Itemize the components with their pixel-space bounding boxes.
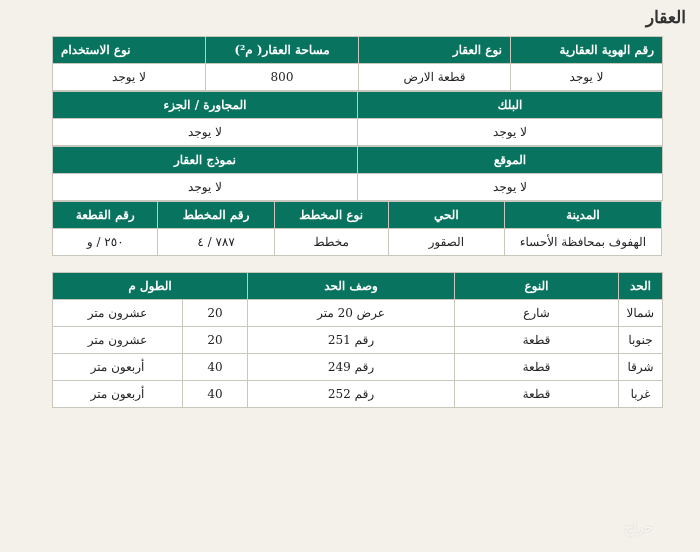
address-value: الصقور — [388, 229, 504, 256]
location-value: لا يوجد — [53, 174, 358, 201]
block-value-row — [53, 119, 663, 146]
address-value: الهفوف بمحافظة الأحساء — [504, 229, 661, 256]
boundary-length: 40 — [183, 381, 248, 408]
boundary-length-words: عشرون متر — [53, 327, 183, 354]
block-table — [52, 91, 663, 146]
location-header: الموقع — [358, 147, 663, 174]
boundary-desc: رقم 251 — [248, 327, 455, 354]
identity-value: 800 — [206, 64, 359, 91]
boundaries-header: الطول م — [53, 273, 248, 300]
identity-value: لا يوجد — [511, 64, 663, 91]
identity-header: رقم الهوية العقارية — [511, 37, 663, 64]
address-header: رقم القطعة — [53, 202, 158, 229]
boundary-length: 40 — [183, 354, 248, 381]
address-header: نوع المخطط — [274, 202, 388, 229]
boundary-length: 20 — [183, 327, 248, 354]
boundaries-header: النوع — [455, 273, 619, 300]
block-value: لا يوجد — [358, 119, 663, 146]
boundary-type: قطعة — [455, 327, 619, 354]
identity-value: قطعة الارض — [359, 64, 511, 91]
boundary-type: قطعة — [455, 354, 619, 381]
block-header-row — [53, 92, 663, 119]
block-header: المجاورة / الجزء — [53, 92, 358, 119]
location-header-row — [53, 147, 663, 174]
identity-header-row — [53, 37, 663, 64]
address-table — [52, 201, 662, 256]
location-value: لا يوجد — [358, 174, 663, 201]
boundary-desc: رقم 252 — [248, 381, 455, 408]
location-header: نموذج العقار — [53, 147, 358, 174]
identity-value: لا يوجد — [53, 64, 206, 91]
table-row — [53, 300, 663, 327]
boundary-side: جنوبا — [619, 327, 663, 354]
address-value: ٧٨٧ / ٤ — [158, 229, 274, 256]
identity-value-row — [53, 64, 663, 91]
watermark-logo: حراج — [624, 520, 654, 536]
block-value: لا يوجد — [53, 119, 358, 146]
location-value-row — [53, 174, 663, 201]
identity-header: نوع العقار — [359, 37, 511, 64]
boundary-length-words: عشرون متر — [53, 300, 183, 327]
boundary-desc: رقم 249 — [248, 354, 455, 381]
section-title: العقار — [645, 8, 686, 28]
table-row — [53, 381, 663, 408]
address-value: ٢٥٠ / و — [53, 229, 158, 256]
boundaries-header-row — [53, 273, 663, 300]
boundaries-header: وصف الحد — [248, 273, 455, 300]
identity-header: نوع الاستخدام — [53, 37, 206, 64]
boundaries-header: الحد — [619, 273, 663, 300]
address-value-row — [53, 229, 662, 256]
identity-table — [52, 36, 663, 91]
boundary-length-words: أربعون متر — [53, 354, 183, 381]
boundary-type: شارع — [455, 300, 619, 327]
boundary-side: شرقا — [619, 354, 663, 381]
table-row — [53, 354, 663, 381]
boundary-length: 20 — [183, 300, 248, 327]
block-header: البلك — [358, 92, 663, 119]
boundaries-table — [52, 272, 663, 408]
boundary-side: شمالا — [619, 300, 663, 327]
boundary-side: غربا — [619, 381, 663, 408]
boundary-length-words: أربعون متر — [53, 381, 183, 408]
boundary-desc: عرض 20 متر — [248, 300, 455, 327]
table-row — [53, 327, 663, 354]
identity-header: مساحة العقار( م²) — [206, 37, 359, 64]
address-header: رقم المخطط — [158, 202, 274, 229]
address-value: مخطط — [274, 229, 388, 256]
address-header: الحي — [388, 202, 504, 229]
address-header-row — [53, 202, 662, 229]
boundary-type: قطعة — [455, 381, 619, 408]
address-header: المدينة — [504, 202, 661, 229]
location-table — [52, 146, 663, 201]
